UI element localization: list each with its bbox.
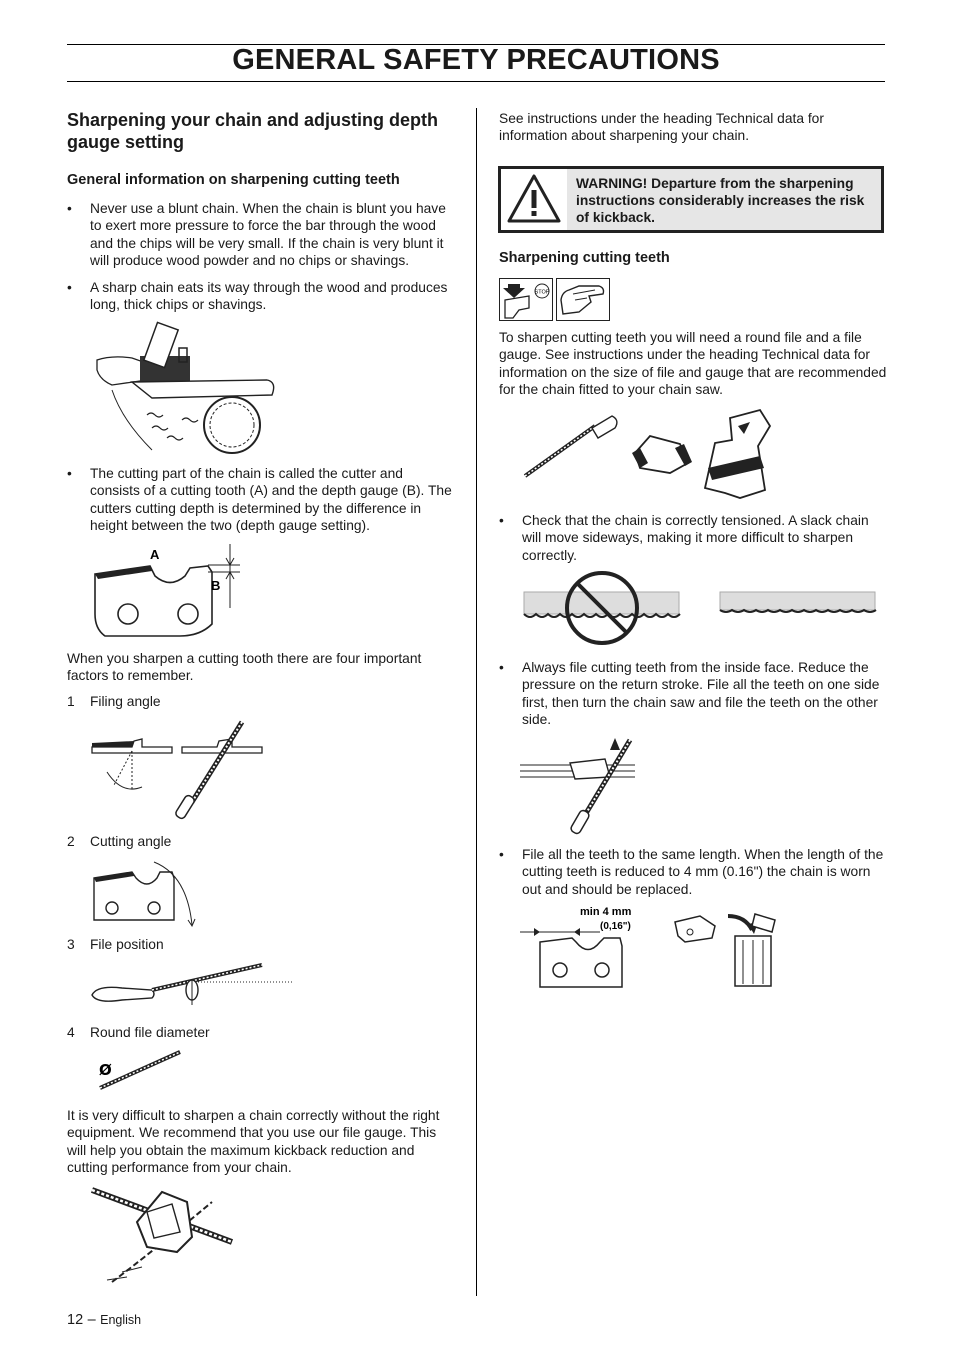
factor-item xyxy=(67,833,367,851)
footer-language: English xyxy=(100,1313,142,1327)
factor-label: Round file diameter xyxy=(90,1025,210,1040)
safety-icons xyxy=(499,278,611,322)
factor-item xyxy=(67,693,367,711)
bullet-text: File all the teeth to the same length. When the length of the cutting teeth is reduced to 4 mm (0.16") the chain is worn out and should be replaced. xyxy=(522,847,884,897)
factor-number: 2 xyxy=(67,834,75,849)
page-footer xyxy=(67,1311,141,1329)
page-number: 12 xyxy=(67,1312,84,1328)
bullet-text: The cutting part of the chain is called the cutter and consists of a cutting tooth (A) and the depth gauge (B). The cutters cutting depth is determined by the difference in height between the two (depth gauge setting). xyxy=(90,466,452,533)
factor-label: File position xyxy=(90,937,164,952)
technical-data-intro: See instructions under the heading Technical data for information about sharpening your chain. xyxy=(499,111,824,144)
factors-intro: When you sharpen a cutting tooth there are four important factors to remember. xyxy=(67,651,422,684)
bullet-text: Check that the chain is correctly tensioned. A slack chain will move sideways, making it more difficult to sharpen correctly. xyxy=(522,513,869,563)
warning-box xyxy=(498,166,884,233)
tools-requirements: To sharpen cutting teeth you will need a round file and a file gauge. See instructions under the heading Technical data for information on the size of file and gauge that are recommended for the chain fitted to your chain saw. xyxy=(499,330,887,397)
bullet-item: • Always file cutting teeth from the inside face. Reduce the pressure on the return stroke. File all the teeth on one side first, then turn the chain saw and file the teeth on the other side. xyxy=(499,659,887,729)
label-a: A xyxy=(150,547,160,562)
round-file-diameter-illustration xyxy=(95,1048,190,1093)
subsection-heading: General information on sharpening cutting teeth xyxy=(67,172,400,188)
header-bottom-rule xyxy=(67,81,885,82)
file-gauge-on-chain-illustration xyxy=(92,1182,242,1287)
bullet-item: • File all the teeth to the same length. When the length of the cutting teeth is reduced to 4 mm (0.16") the chain is worn out and should be replaced. xyxy=(499,847,884,897)
section-heading: Sharpening your chain and adjusting depth gauge setting xyxy=(67,110,439,152)
cutter-depth-gauge-illustration xyxy=(90,544,250,640)
diameter-symbol: Ø xyxy=(99,1061,112,1079)
file-position-illustration xyxy=(92,960,292,1010)
arrow-up-icon xyxy=(610,738,620,750)
chain-tension-comparison-illustration xyxy=(520,570,880,650)
bullet-text: Never use a blunt chain. When the chain is blunt you have to exert more pressure to force the bar through the wood and the chips will be very small. If the chain is very blunt it will produce wood powder and no chips or shavings. xyxy=(90,201,446,268)
minimum-tooth-length-illustration xyxy=(520,902,780,992)
factor-item xyxy=(67,1024,367,1042)
chainsaw-cutting-illustration xyxy=(92,320,282,455)
factor-label: Cutting angle xyxy=(90,834,172,849)
file-gauge-recommendation: It is very difficult to sharpen a chain correctly without the right equipment. We recommend that you use our file gauge. This will help you obtain the maximum kickback reduction and cutting performance from your chain. xyxy=(67,1108,440,1175)
page-title: GENERAL SAFETY PRECAUTIONS xyxy=(232,44,720,76)
bullet-text: A sharp chain eats its way through the wood and produces long, thick chips or shavings. xyxy=(90,280,448,313)
factor-number: 3 xyxy=(67,937,75,952)
file-and-gauge-tools-illustration xyxy=(520,408,790,500)
bullet-item: • Check that the chain is correctly tensioned. A slack chain will move sideways, making it more difficult to sharpen correctly. xyxy=(499,512,887,566)
bullet-item: • The cutting part of the chain is called the cutter and consists of a cutting tooth (A) and the depth gauge (B). The cutters cutting depth is determined by the difference in height between the two (depth gauge setting). xyxy=(67,465,455,535)
factor-label: Filing angle xyxy=(90,694,161,709)
stop-label: STOP xyxy=(534,289,550,296)
factor-number: 1 xyxy=(67,694,75,709)
warning-triangle-icon xyxy=(507,174,561,224)
factor-number: 4 xyxy=(67,1025,75,1040)
cutting-angle-illustration xyxy=(92,860,202,930)
filing-angle-illustration xyxy=(92,717,272,822)
column-divider xyxy=(476,108,477,1296)
bullet-item: • A sharp chain eats its way through the wood and produces long, thick chips or shavings. xyxy=(67,279,455,315)
bullet-text: Always file cutting teeth from the inside face. Reduce the pressure on the return stroke. File all the teeth on one side first, then turn the chain saw and file the teeth on the other side. xyxy=(522,660,880,727)
factor-item xyxy=(67,936,367,954)
subsection-heading: Sharpening cutting teeth xyxy=(499,250,670,266)
inside-face-filing-illustration xyxy=(520,735,640,835)
footer-dash: – xyxy=(87,1312,96,1328)
warning-text: WARNING! Departure from the sharpening instructions considerably increases the risk of kickback. xyxy=(576,176,865,226)
bullet-item: • Never use a blunt chain. When the chain is blunt you have to exert more pressure to force the bar through the wood and the chips will be very small. If the chain is very blunt it will produce wood powder and no chips or shavings. xyxy=(67,200,455,270)
label-b: B xyxy=(211,578,221,593)
min-length-inch-label: (0,16") xyxy=(600,921,631,932)
warning-icon-area xyxy=(501,169,567,230)
min-length-label: min 4 mm xyxy=(580,906,632,918)
